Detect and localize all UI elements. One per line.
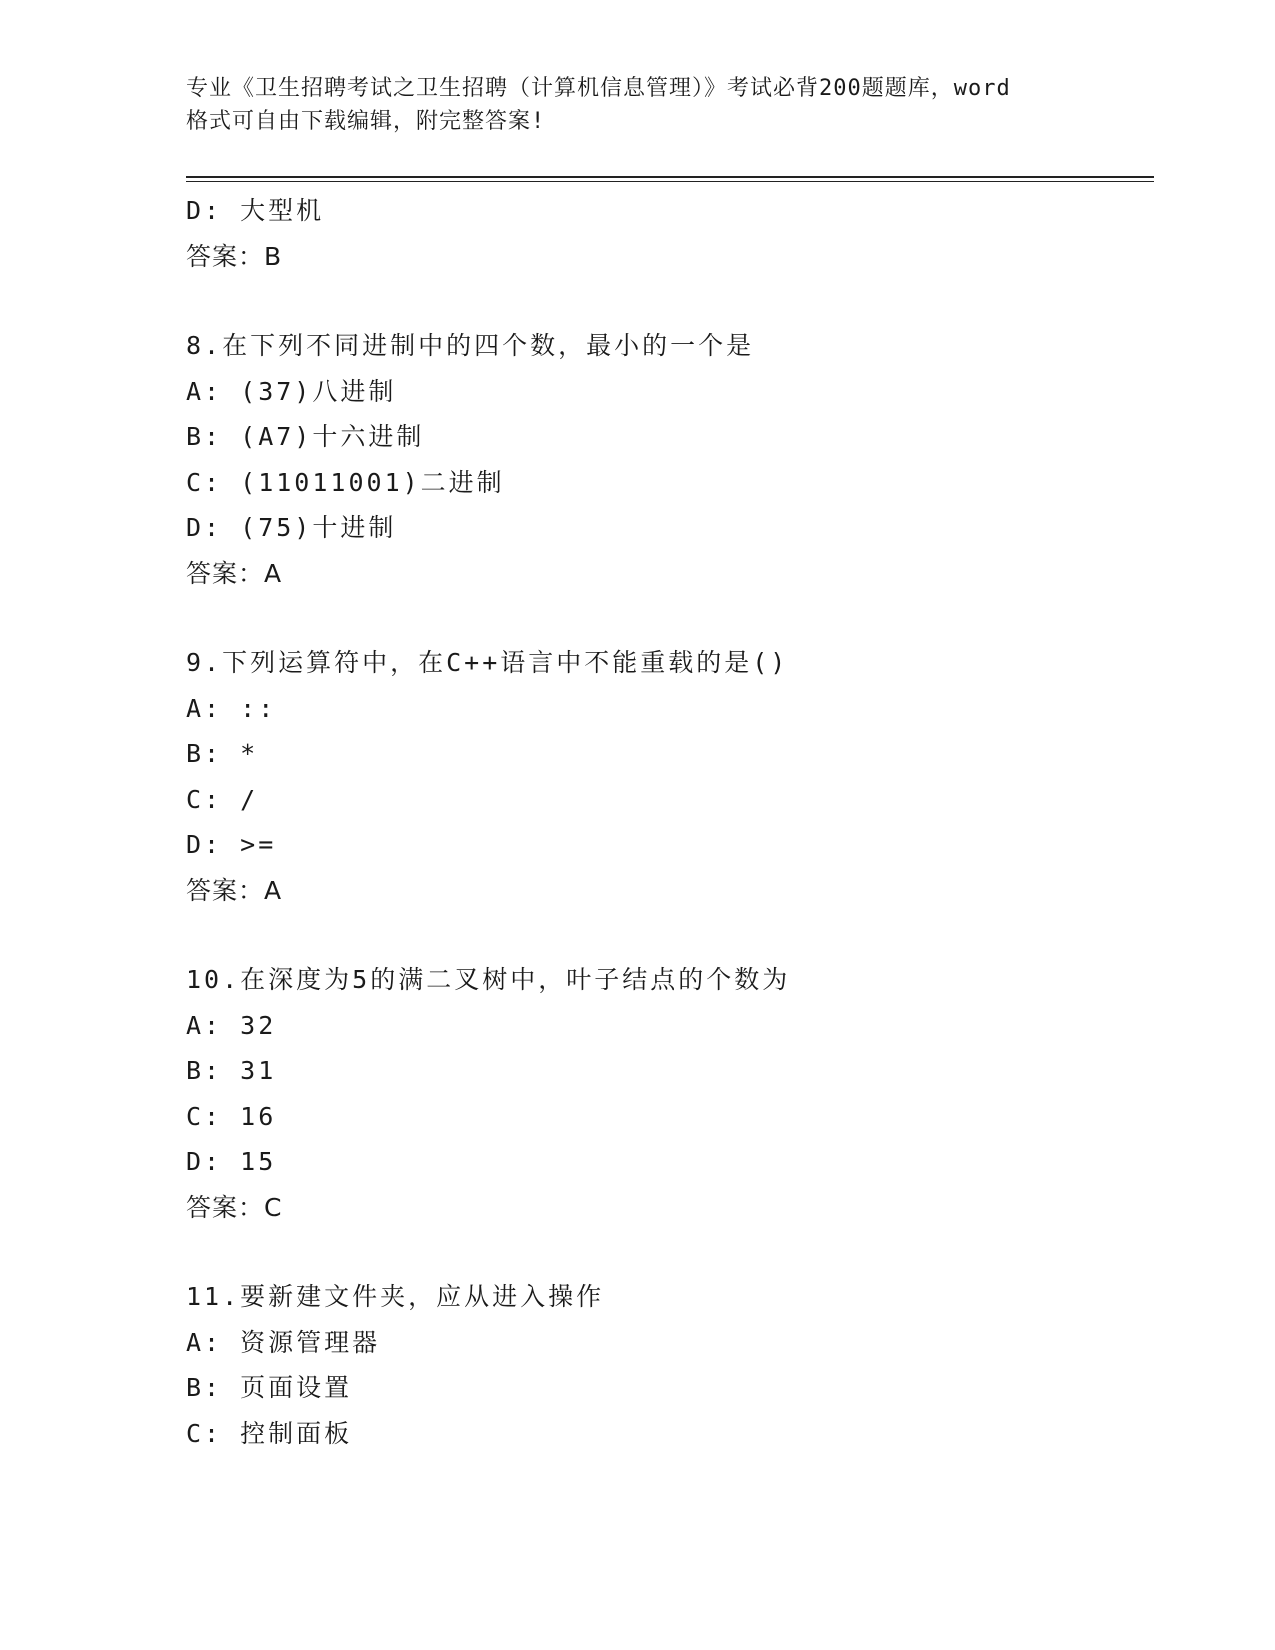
question-spacer <box>186 913 1154 957</box>
question-spacer <box>186 596 1154 640</box>
q10-answer: 答案：C <box>186 1192 283 1222</box>
q11-option-c: C: 控制面板 <box>186 1418 353 1448</box>
q9-question: 9.下列运算符中，在C++语言中不能重载的是() <box>186 648 789 677</box>
header-line-2: 格式可自由下载编辑，附完整答案! <box>186 109 546 134</box>
q8-option-b: B: (A7)十六进制 <box>186 422 425 451</box>
q9-option-b: B: * <box>186 739 259 768</box>
prev-option-d: D: 大型机 <box>186 196 325 225</box>
q8-option-a: A: (37)八进制 <box>186 376 397 406</box>
question-spacer <box>186 1230 1154 1274</box>
q10-option-b: B: 31 <box>186 1056 277 1085</box>
q9-option-a: A: :: <box>186 693 277 723</box>
q9-answer: 答案：A <box>186 875 283 905</box>
q8-option-c: C: (11011001)二进制 <box>186 467 505 497</box>
question-list <box>186 188 1154 1456</box>
document-header <box>186 72 1086 138</box>
header-divider-thick <box>186 176 1154 178</box>
q11-question: 11.要新建文件夹，应从进入操作 <box>186 1282 605 1311</box>
question-spacer <box>186 279 1154 323</box>
header-divider-thin <box>186 181 1154 182</box>
q11-option-b: B: 页面设置 <box>186 1373 353 1402</box>
q8-question: 8.在下列不同进制中的四个数，最小的一个是 <box>186 331 755 360</box>
q11-option-a: A: 资源管理器 <box>186 1327 381 1357</box>
q10-option-d: D: 15 <box>186 1147 277 1176</box>
q9-option-c: C: / <box>186 784 259 814</box>
q10-option-c: C: 16 <box>186 1101 277 1131</box>
q9-option-d: D: >= <box>186 830 277 859</box>
q10-question: 10.在深度为5的满二叉树中，叶子结点的个数为 <box>186 965 791 994</box>
q8-option-d: D: (75)十进制 <box>186 513 397 542</box>
q10-option-a: A: 32 <box>186 1010 277 1040</box>
prev-answer: 答案：B <box>186 241 283 271</box>
q8-answer: 答案：A <box>186 558 283 588</box>
header-line-1: 专业《卫生招聘考试之卫生招聘（计算机信息管理）》考试必背200题题库，word <box>186 76 1011 101</box>
